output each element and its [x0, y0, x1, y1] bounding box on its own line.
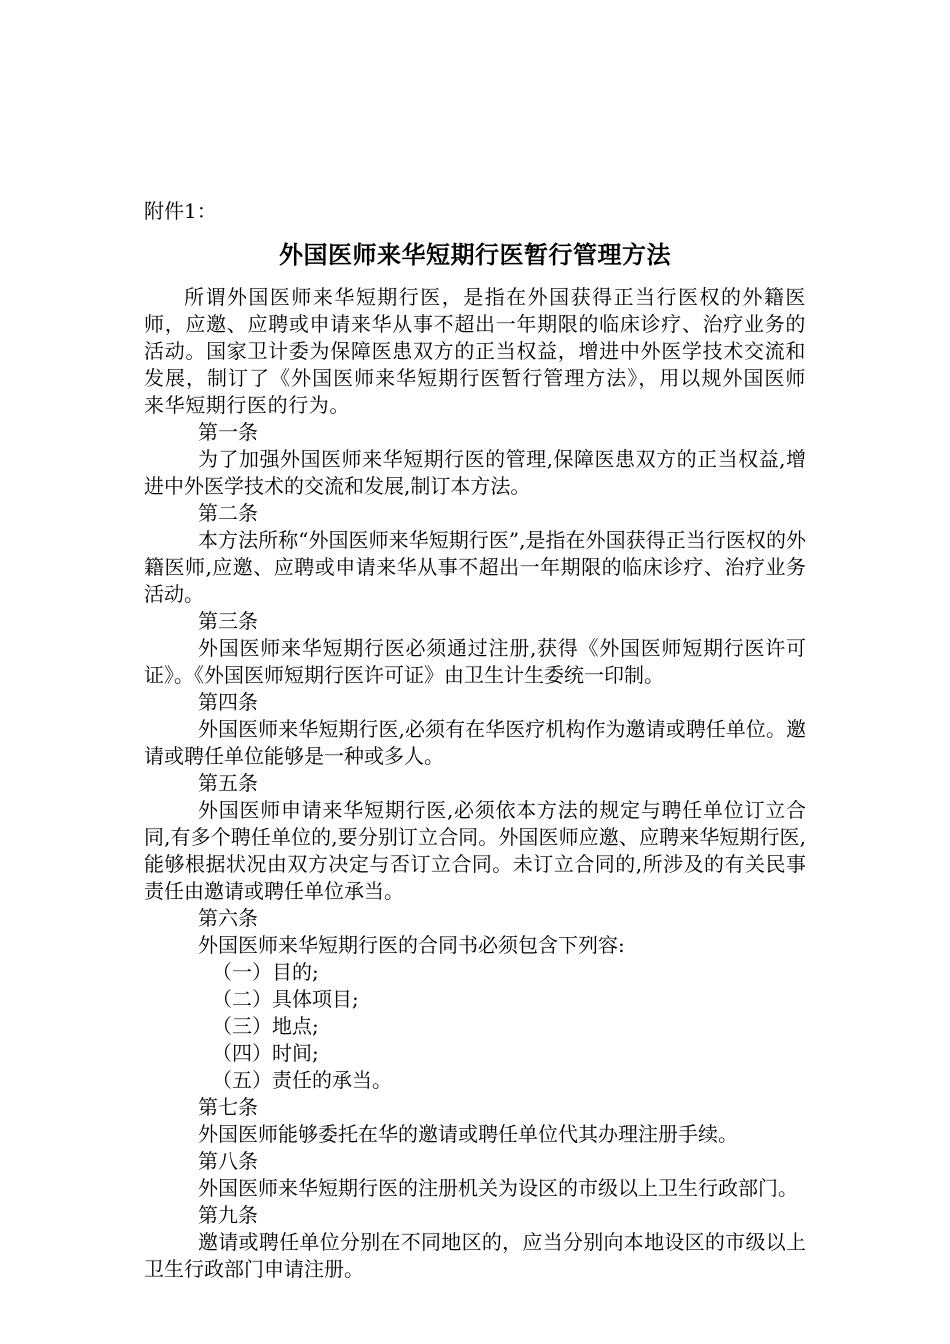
- document-page: [144, 198, 806, 1283]
- article-5-body: 外国医师申请来华短期行医,必须依本方法的规定与聘任单位订立合同,有多个聘任单位的,要分别订立合同。外国医师应邀、应聘来华短期行医,能够根据状况由双方决定与否订立合同。未订立合同的,所涉及的有关民事责任由邀请或聘任单位承当。: [144, 798, 806, 903]
- article-3-body: 外国医师来华短期行医必须通过注册,获得《外国医师短期行医许可证》。《外国医师短期行医许可证》由卫生计生委统一印制。: [144, 636, 806, 687]
- document-title: 外国医师来华短期行医暂行管理方法: [279, 240, 671, 269]
- contract-item: （五）责任的承当。: [212, 1068, 392, 1092]
- article-9-title: 第九条: [198, 1203, 258, 1227]
- article-7-body: 外国医师能够委托在华的邀请或聘任单位代其办理注册手续。: [198, 1122, 738, 1146]
- attachment-label: 附件1：: [144, 199, 217, 223]
- article-4-title: 第四条: [198, 690, 258, 714]
- article-2-body: 本方法所称“外国医师来华短期行医”,是指在外国获得正当行医权的外籍医师,应邀、应聘或申请来华从事不超出一年期限的临床诊疗、治疗业务活动。: [144, 528, 806, 606]
- article-9-body: 邀请或聘任单位分别在不同地区的，应当分别向本地设区的市级以上卫生行政部门申请注册。: [144, 1230, 806, 1281]
- article-8-title: 第八条: [198, 1149, 258, 1173]
- article-2-title: 第二条: [198, 501, 258, 525]
- intro-paragraph: 所谓外国医师来华短期行医，是指在外国获得正当行医权的外籍医师，应邀、应聘或申请来华从事不超出一年期限的临床诊疗、治疗业务的活动。国家卫计委为保障医患双方的正当权益，增进中外医学技术交流和发展，制订了《外国医师来华短期行医暂行管理方法》，用以规外国医师来华短期行医的行为。: [144, 285, 806, 417]
- article-5-title: 第五条: [198, 771, 258, 795]
- article-1-title: 第一条: [198, 420, 258, 444]
- article-1-body: 为了加强外国医师来华短期行医的管理,保障医患双方的正当权益,增进中外医学技术的交流和发展,制订本方法。: [144, 447, 806, 498]
- article-6-body: 外国医师来华短期行医的合同书必须包含下列容:: [198, 933, 625, 957]
- article-4-body: 外国医师来华短期行医,必须有在华医疗机构作为邀请或聘任单位。邀请或聘任单位能够是一种或多人。: [144, 717, 806, 768]
- contract-item: （三）地点;: [212, 1014, 319, 1038]
- contract-item: （一）目的;: [212, 960, 319, 984]
- article-8-body: 外国医师来华短期行医的注册机关为设区的市级以上卫生行政部门。: [198, 1176, 798, 1200]
- contract-item: （四）时间;: [212, 1041, 319, 1065]
- article-3-title: 第三条: [198, 609, 258, 633]
- article-7-title: 第七条: [198, 1095, 258, 1119]
- contract-item: （二）具体项目;: [212, 987, 359, 1011]
- article-6-title: 第六条: [198, 906, 258, 930]
- contract-item-list: [144, 959, 806, 1094]
